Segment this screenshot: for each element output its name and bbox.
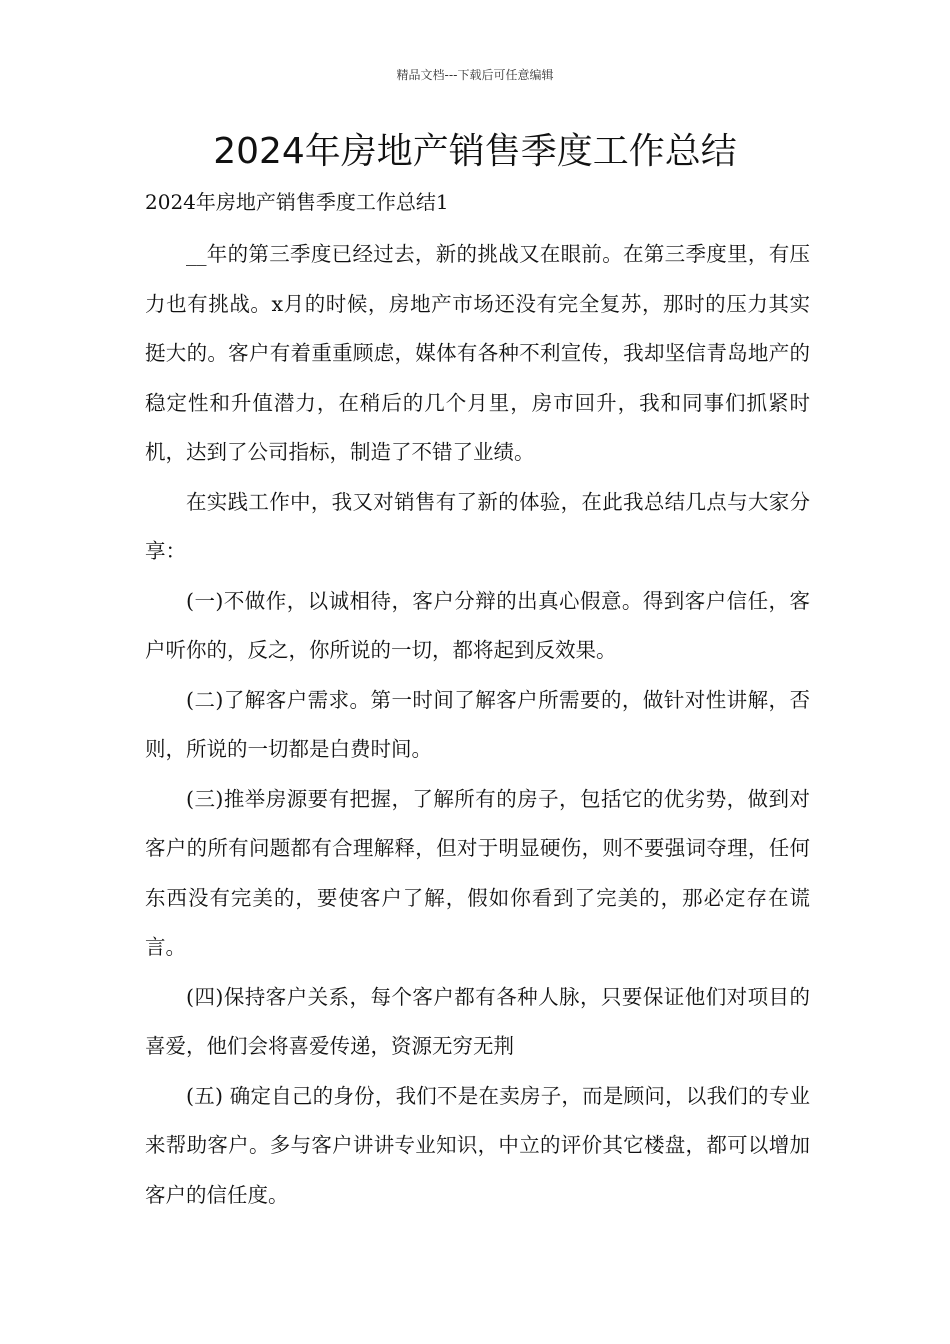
paragraph-7: (五) 确定自己的身份，我们不是在卖房子，而是顾问，以我们的专业来帮助客户。多与客户讲讲专业知识，中立的评价其它楼盘，都可以增加客户的信任度。	[145, 1083, 810, 1207]
paragraph-5: (三)推举房源要有把握，了解所有的房子，包括它的优劣势，做到对客户的所有问题都有合理解释，但对于明显硬伤，则不要强词夺理，任何东西没有完美的，要使客户了解，假如你看到了完美的，那必定存在谎言。	[145, 786, 810, 959]
paragraph-1: __年的第三季度已经过去，新的挑战又在眼前。在第三季度里，有压力也有挑战。x月的时候，房地产市场还没有完全复苏，那时的压力其实挺大的。客户有着重重顾虑，媒体有各种不利宣传，我却坚信青岛地产的稳定性和升值潜力，在稍后的几个月里，房市回升，我和同事们抓紧时机，达到了公司指标，制造了不错了业绩。	[145, 242, 810, 464]
document-title: 2024年房地产销售季度工作总结	[213, 131, 737, 172]
paragraph-3: (一)不做作，以诚相待，客户分辩的出真心假意。得到客户信任，客户听你的，反之，你所说的一切，都将起到反效果。	[145, 588, 810, 662]
paragraph-6: (四)保持客户关系，每个客户都有各种人脉，只要保证他们对项目的喜爱，他们会将喜爱传递，资源无穷无荆	[145, 984, 810, 1058]
paragraph-4: (二)了解客户需求。第一时间了解客户所需要的，做针对性讲解，否则，所说的一切都是白费时间。	[145, 687, 810, 761]
paragraph-2: 在实践工作中，我又对销售有了新的体验，在此我总结几点与大家分享：	[145, 489, 810, 563]
header-note: 精品文档---下载后可任意编辑	[396, 68, 554, 82]
body-text	[145, 230, 810, 1220]
section-heading: 2024年房地产销售季度工作总结1	[145, 190, 449, 214]
